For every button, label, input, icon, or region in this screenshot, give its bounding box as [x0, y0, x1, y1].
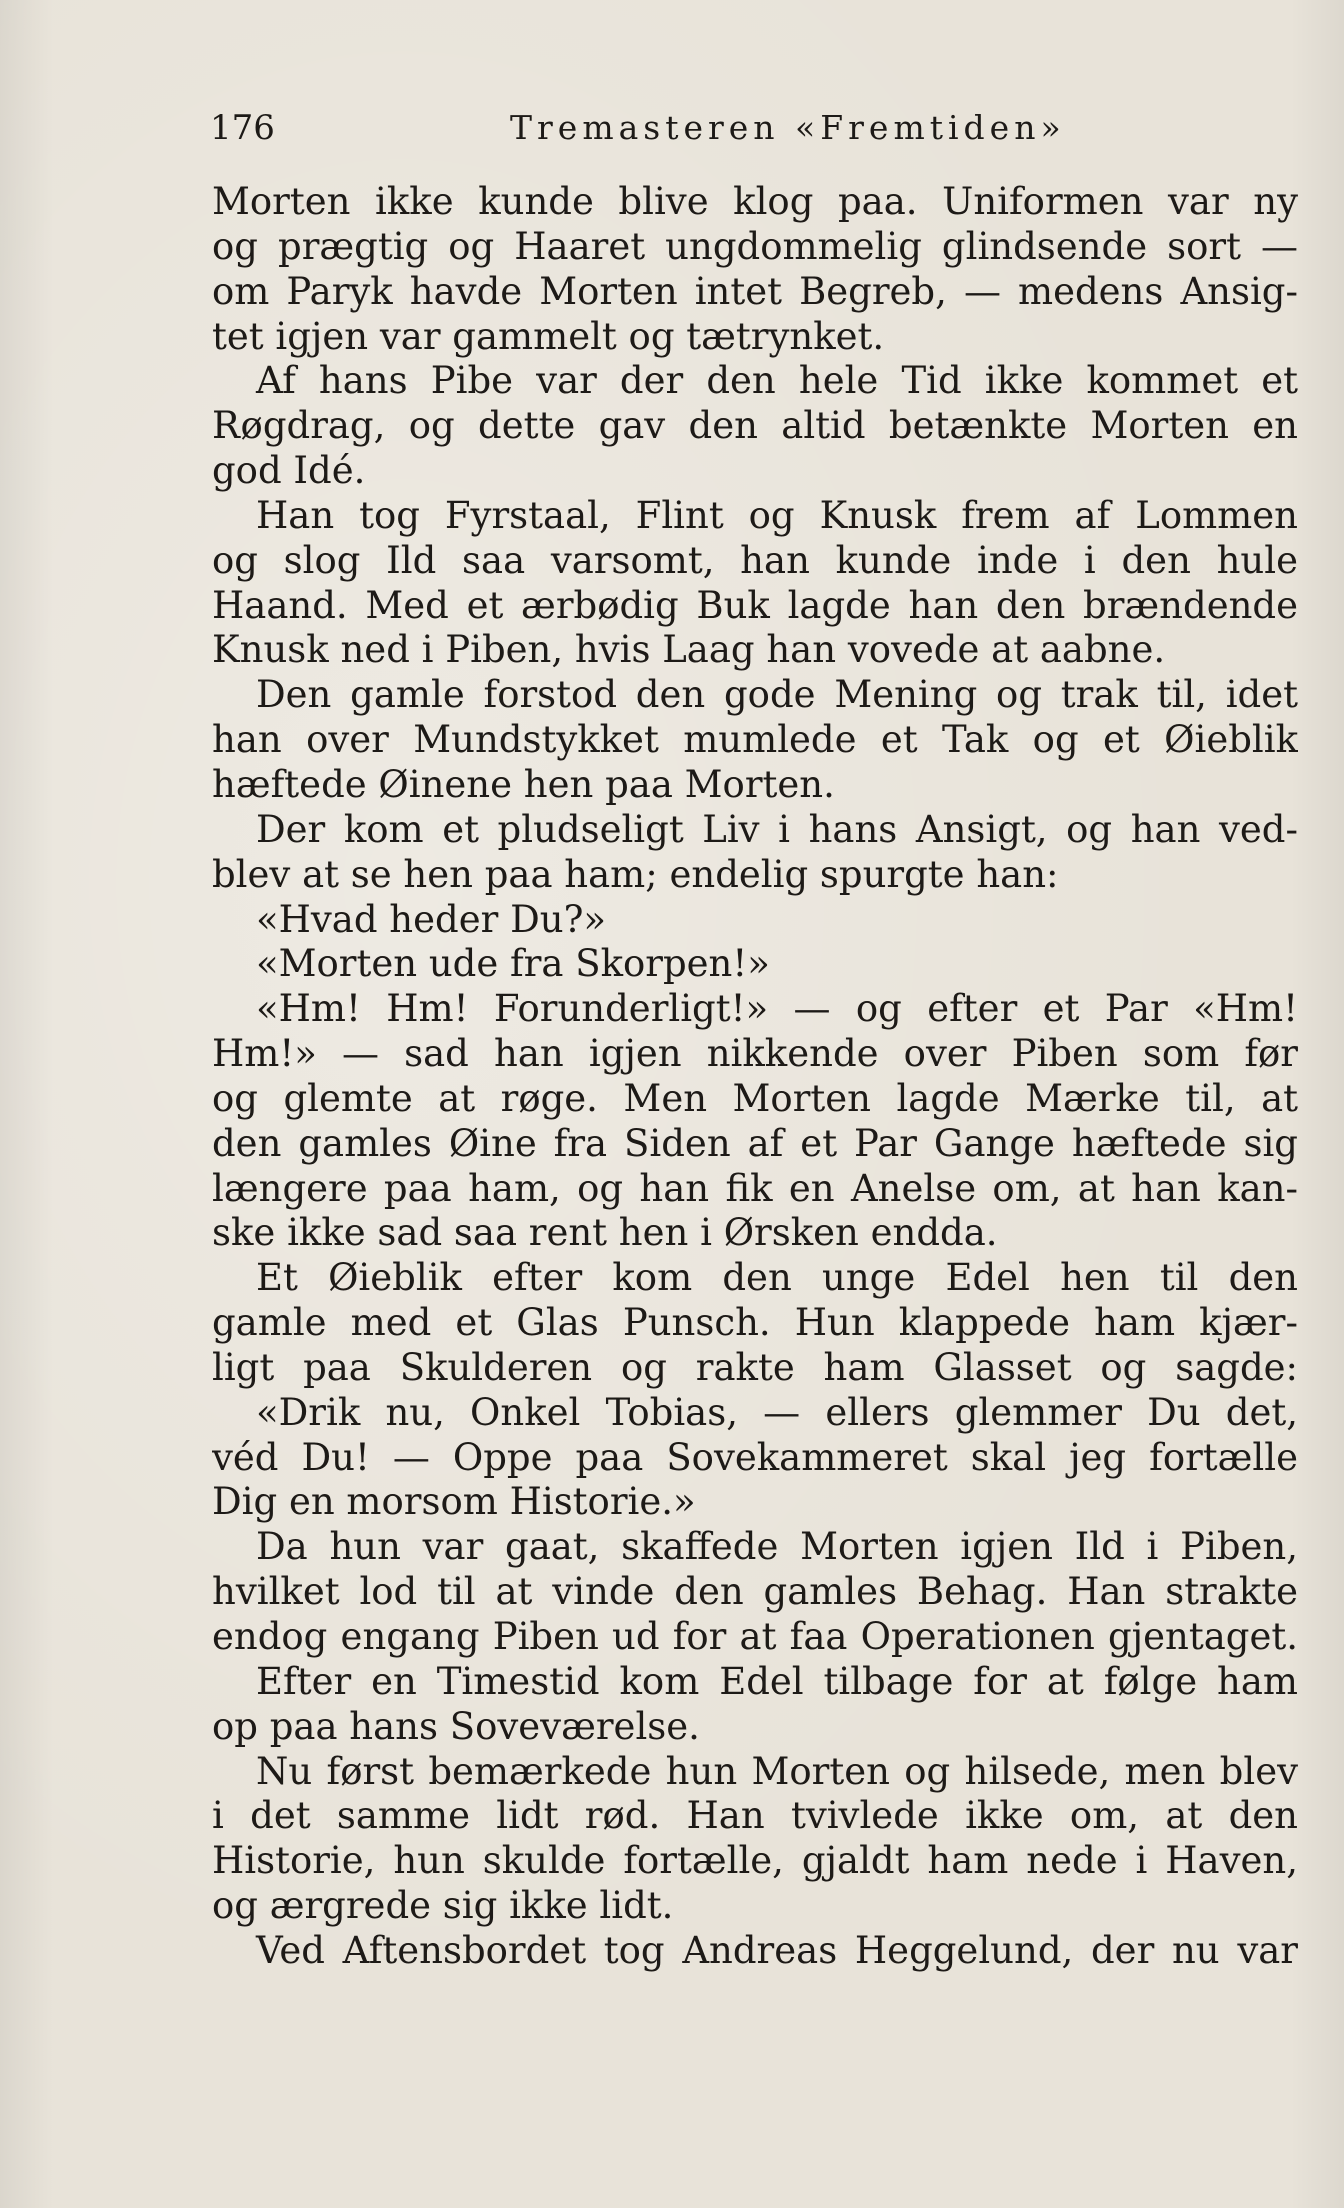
text-line: hvilket lod til at vinde den gamles Behag. Han strakte [212, 1570, 1298, 1614]
text-line: hæftede Øinene hen paa Morten. [212, 762, 835, 806]
text-line: blev at se hen paa ham; endelig spurgte han: [212, 852, 1059, 896]
text-line: tet igjen var gammelt og tætrynket. [212, 314, 885, 358]
text-line: gamle med et Glas Punsch. Hun klappede ham kjær- [212, 1301, 1298, 1345]
text-line: Af hans Pibe var der den hele Tid ikke kommet et [256, 359, 1298, 403]
text-line: ligt paa Skulderen og rakte ham Glasset og sagde: [212, 1345, 1298, 1389]
text-line: Ved Aftensbordet tog Andreas Heggelund, der nu var [256, 1928, 1298, 1972]
page-header [210, 108, 1300, 158]
text-line: Hm!» — sad han igjen nikkende over Piben som før [212, 1032, 1298, 1076]
running-title: Tremasteren «Fremtiden» [510, 108, 1066, 147]
text-line: Der kom et pludseligt Liv i hans Ansigt, og han ved- [256, 807, 1298, 851]
text-line: om Paryk havde Morten intet Begreb, — medens Ansig- [212, 269, 1298, 313]
text-line: han over Mundstykket mumlede et Tak og et Øieblik [212, 718, 1298, 762]
text-line: Haand. Med et ærbødig Buk lagde han den brændende [212, 583, 1298, 627]
text-line: Historie, hun skulde fortælle, gjaldt ham nede i Haven, [212, 1839, 1298, 1883]
text-line: og ærgrede sig ikke lidt. [212, 1884, 674, 1928]
text-line: og glemte at røge. Men Morten lagde Mærke til, at [212, 1076, 1298, 1120]
text-line: Knusk ned i Piben, hvis Laag han vovede at aabne. [212, 628, 1166, 672]
text-line: «Morten ude fra Skorpen!» [256, 942, 770, 986]
text-line: op paa hans Soveværelse. [212, 1704, 700, 1748]
text-line: og prægtig og Haaret ungdommelig glindsende sort — [212, 224, 1298, 268]
text-line: og slog Ild saa varsomt, han kunde inde i den hule [212, 538, 1298, 582]
page-number: 176 [210, 108, 275, 148]
text-line: véd Du! — Oppe paa Sovekammeret skal jeg fortælle [212, 1435, 1298, 1479]
text-line: Morten ikke kunde blive klog paa. Uniformen var ny [212, 180, 1298, 223]
text-line: Nu først bemærkede hun Morten og hilsede, men blev [256, 1749, 1298, 1793]
text-line: Dig en morsom Historie.» [212, 1480, 696, 1524]
text-line: Røgdrag, og dette gav den altid betænkte Morten en [212, 404, 1298, 448]
text-line: Da hun var gaat, skaffede Morten igjen Ild i Piben, [256, 1525, 1298, 1569]
body-text [212, 180, 1298, 1974]
text-line: Han tog Fyrstaal, Flint og Knusk frem af Lommen [256, 493, 1298, 537]
text-line: i det samme lidt rød. Han tvivlede ikke om, at den [212, 1794, 1298, 1838]
text-line: endog engang Piben ud for at faa Operationen gjentaget. [212, 1615, 1298, 1658]
text-line: «Drik nu, Onkel Tobias, — ellers glemmer Du det, [256, 1390, 1298, 1434]
text-line: Efter en Timestid kom Edel tilbage for at følge ham [256, 1659, 1298, 1703]
text-line: ske ikke sad saa rent hen i Ørsken endda. [212, 1211, 998, 1255]
text-line: god Idé. [212, 449, 366, 493]
text-line: længere paa ham, og han fik en Anelse om, at han kan- [212, 1166, 1298, 1210]
text-line: den gamles Øine fra Siden af et Par Gange hæftede sig [212, 1121, 1298, 1165]
text-line: «Hm! Hm! Forunderligt!» — og efter et Par «Hm! [256, 987, 1298, 1031]
text-line: Den gamle forstod den gode Mening og trak til, idet [256, 673, 1298, 717]
text-line: Et Øieblik efter kom den unge Edel hen til den [256, 1256, 1298, 1300]
text-line: «Hvad heder Du?» [256, 897, 607, 941]
